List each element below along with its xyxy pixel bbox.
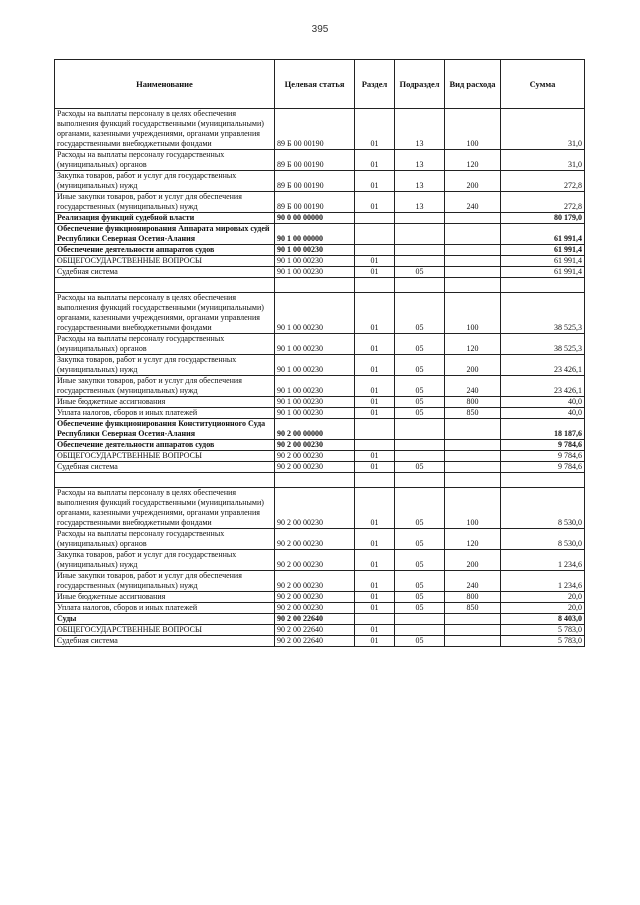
cell-name: Уплата налогов, сборов и иных платежей bbox=[55, 408, 275, 419]
cell-kind: 200 bbox=[445, 171, 501, 192]
cell-name: Иные закупки товаров, работ и услуг для обеспечения государственных (муниципальных) нужд bbox=[55, 192, 275, 213]
table-row bbox=[55, 408, 585, 419]
table-row bbox=[55, 529, 585, 550]
cell-kind: 200 bbox=[445, 355, 501, 376]
cell-name: Иные закупки товаров, работ и услуг для обеспечения государственных (муниципальных) нужд bbox=[55, 376, 275, 397]
cell-kind: 850 bbox=[445, 603, 501, 614]
cell-kind: 120 bbox=[445, 150, 501, 171]
cell-section: 01 bbox=[355, 150, 395, 171]
cell-kind bbox=[445, 440, 501, 451]
table-row bbox=[55, 614, 585, 625]
cell-kind bbox=[445, 614, 501, 625]
cell-name: Иные бюджетные ассигнования bbox=[55, 397, 275, 408]
cell-sum: 61 991,4 bbox=[501, 256, 585, 267]
cell-subsection bbox=[395, 245, 445, 256]
cell-name: Обеспечение функционирования Конституционного Суда Республики Северная Осетия-Алания bbox=[55, 419, 275, 440]
cell-name: Судебная система bbox=[55, 462, 275, 473]
cell-target: 90 2 00 00230 bbox=[275, 529, 355, 550]
spacer-cell bbox=[355, 278, 395, 293]
cell-section: 01 bbox=[355, 355, 395, 376]
cell-kind: 850 bbox=[445, 408, 501, 419]
cell-sum: 9 784,6 bbox=[501, 451, 585, 462]
cell-kind bbox=[445, 451, 501, 462]
cell-kind: 800 bbox=[445, 592, 501, 603]
cell-sum: 8 530,0 bbox=[501, 529, 585, 550]
table-row bbox=[55, 192, 585, 213]
cell-target: 90 2 00 00230 bbox=[275, 603, 355, 614]
header-section: Раздел bbox=[355, 60, 395, 109]
cell-name: Расходы на выплаты персоналу в целях обеспечения выполнения функций государственными (муниципальными) органами, казенными учреждениями, органами управления государственными внебюджетными фондами bbox=[55, 293, 275, 334]
cell-name: Закупка товаров, работ и услуг для государственных (муниципальных) нужд bbox=[55, 550, 275, 571]
cell-section bbox=[355, 419, 395, 440]
budget-table bbox=[54, 59, 585, 647]
cell-section: 01 bbox=[355, 109, 395, 150]
cell-subsection bbox=[395, 256, 445, 267]
cell-sum: 272,8 bbox=[501, 171, 585, 192]
cell-sum: 5 783,0 bbox=[501, 625, 585, 636]
cell-subsection bbox=[395, 213, 445, 224]
cell-kind: 240 bbox=[445, 192, 501, 213]
cell-subsection: 05 bbox=[395, 529, 445, 550]
cell-subsection: 05 bbox=[395, 550, 445, 571]
cell-section: 01 bbox=[355, 550, 395, 571]
cell-name: Иные закупки товаров, работ и услуг для обеспечения государственных (муниципальных) нужд bbox=[55, 571, 275, 592]
cell-section: 01 bbox=[355, 571, 395, 592]
page-number: 395 bbox=[311, 24, 329, 35]
cell-section: 01 bbox=[355, 625, 395, 636]
cell-subsection: 05 bbox=[395, 376, 445, 397]
cell-section: 01 bbox=[355, 636, 395, 647]
cell-name: Расходы на выплаты персоналу государственных (муниципальных) органов bbox=[55, 150, 275, 171]
cell-subsection: 05 bbox=[395, 603, 445, 614]
cell-name: Судебная система bbox=[55, 267, 275, 278]
cell-sum: 8 403,0 bbox=[501, 614, 585, 625]
cell-target: 90 2 00 00230 bbox=[275, 592, 355, 603]
cell-sum: 8 530,0 bbox=[501, 488, 585, 529]
cell-target: 90 2 00 22640 bbox=[275, 625, 355, 636]
table-row bbox=[55, 397, 585, 408]
cell-section: 01 bbox=[355, 451, 395, 462]
cell-target: 90 1 00 00230 bbox=[275, 293, 355, 334]
spacer-row bbox=[55, 278, 585, 293]
cell-section: 01 bbox=[355, 603, 395, 614]
table-row bbox=[55, 224, 585, 245]
header-kind: Вид расхода bbox=[445, 60, 501, 109]
cell-subsection: 05 bbox=[395, 571, 445, 592]
cell-sum: 1 234,6 bbox=[501, 550, 585, 571]
cell-subsection: 05 bbox=[395, 636, 445, 647]
table-row bbox=[55, 293, 585, 334]
cell-subsection: 13 bbox=[395, 192, 445, 213]
cell-kind bbox=[445, 224, 501, 245]
cell-subsection: 05 bbox=[395, 355, 445, 376]
cell-section: 01 bbox=[355, 488, 395, 529]
cell-name: Закупка товаров, работ и услуг для государственных (муниципальных) нужд bbox=[55, 355, 275, 376]
cell-subsection bbox=[395, 419, 445, 440]
cell-target: 90 1 00 00000 bbox=[275, 224, 355, 245]
cell-kind bbox=[445, 213, 501, 224]
spacer-cell bbox=[55, 473, 275, 488]
cell-name: Расходы на выплаты персоналу в целях обеспечения выполнения функций государственными (муниципальными) органами, казенными учреждениями, органами управления государственными внебюджетными фондами bbox=[55, 488, 275, 529]
cell-name: Судебная система bbox=[55, 636, 275, 647]
cell-name: Обеспечение деятельности аппаратов судов bbox=[55, 440, 275, 451]
cell-sum: 38 525,3 bbox=[501, 293, 585, 334]
cell-sum: 61 991,4 bbox=[501, 245, 585, 256]
cell-target: 90 1 00 00230 bbox=[275, 245, 355, 256]
cell-name: Закупка товаров, работ и услуг для государственных (муниципальных) нужд bbox=[55, 171, 275, 192]
cell-section: 01 bbox=[355, 529, 395, 550]
cell-name: Иные бюджетные ассигнования bbox=[55, 592, 275, 603]
cell-subsection: 13 bbox=[395, 150, 445, 171]
cell-kind: 100 bbox=[445, 488, 501, 529]
spacer-cell bbox=[395, 473, 445, 488]
header-name: Наименование bbox=[55, 60, 275, 109]
cell-sum: 9 784,6 bbox=[501, 462, 585, 473]
table-row bbox=[55, 150, 585, 171]
header-subsection: Подраздел bbox=[395, 60, 445, 109]
spacer-cell bbox=[501, 278, 585, 293]
cell-kind: 240 bbox=[445, 571, 501, 592]
cell-sum: 20,0 bbox=[501, 603, 585, 614]
cell-kind: 120 bbox=[445, 334, 501, 355]
table-row bbox=[55, 571, 585, 592]
cell-sum: 23 426,1 bbox=[501, 355, 585, 376]
spacer-cell bbox=[275, 278, 355, 293]
cell-kind bbox=[445, 245, 501, 256]
cell-sum: 1 234,6 bbox=[501, 571, 585, 592]
cell-sum: 61 991,4 bbox=[501, 224, 585, 245]
cell-section: 01 bbox=[355, 267, 395, 278]
cell-kind bbox=[445, 462, 501, 473]
cell-sum: 80 179,0 bbox=[501, 213, 585, 224]
cell-target: 90 2 00 00230 bbox=[275, 451, 355, 462]
cell-target: 90 0 00 00000 bbox=[275, 213, 355, 224]
cell-kind: 800 bbox=[445, 397, 501, 408]
cell-sum: 38 525,3 bbox=[501, 334, 585, 355]
cell-section: 01 bbox=[355, 192, 395, 213]
cell-sum: 31,0 bbox=[501, 150, 585, 171]
cell-name: Расходы на выплаты персоналу государственных (муниципальных) органов bbox=[55, 529, 275, 550]
cell-section: 01 bbox=[355, 334, 395, 355]
cell-subsection: 05 bbox=[395, 462, 445, 473]
header-sum: Сумма bbox=[501, 60, 585, 109]
cell-subsection: 13 bbox=[395, 171, 445, 192]
spacer-cell bbox=[501, 473, 585, 488]
cell-target: 90 2 00 00000 bbox=[275, 419, 355, 440]
cell-name: Обеспечение функционирования Аппарата мировых судей Республики Северная Осетия-Алания bbox=[55, 224, 275, 245]
cell-sum: 272,8 bbox=[501, 192, 585, 213]
cell-section bbox=[355, 614, 395, 625]
cell-section: 01 bbox=[355, 397, 395, 408]
table-row bbox=[55, 592, 585, 603]
cell-kind: 200 bbox=[445, 550, 501, 571]
table-row bbox=[55, 462, 585, 473]
cell-target: 89 Б 00 00190 bbox=[275, 171, 355, 192]
table-row bbox=[55, 440, 585, 451]
cell-target: 90 2 00 00230 bbox=[275, 571, 355, 592]
cell-section bbox=[355, 245, 395, 256]
cell-sum: 20,0 bbox=[501, 592, 585, 603]
cell-subsection bbox=[395, 614, 445, 625]
table-row bbox=[55, 213, 585, 224]
cell-target: 90 2 00 22640 bbox=[275, 636, 355, 647]
cell-section: 01 bbox=[355, 592, 395, 603]
cell-subsection: 13 bbox=[395, 109, 445, 150]
table-row bbox=[55, 245, 585, 256]
cell-section bbox=[355, 213, 395, 224]
table-row bbox=[55, 267, 585, 278]
cell-target: 90 1 00 00230 bbox=[275, 267, 355, 278]
cell-subsection: 05 bbox=[395, 293, 445, 334]
cell-target: 89 Б 00 00190 bbox=[275, 150, 355, 171]
cell-kind bbox=[445, 419, 501, 440]
cell-section: 01 bbox=[355, 256, 395, 267]
cell-name: Суды bbox=[55, 614, 275, 625]
cell-target: 89 Б 00 00190 bbox=[275, 109, 355, 150]
cell-target: 90 2 00 00230 bbox=[275, 462, 355, 473]
cell-sum: 61 991,4 bbox=[501, 267, 585, 278]
spacer-cell bbox=[445, 473, 501, 488]
cell-subsection: 05 bbox=[395, 592, 445, 603]
table-row bbox=[55, 488, 585, 529]
cell-name: Расходы на выплаты персоналу государственных (муниципальных) органов bbox=[55, 334, 275, 355]
table-row bbox=[55, 625, 585, 636]
table-row bbox=[55, 334, 585, 355]
cell-section: 01 bbox=[355, 408, 395, 419]
cell-subsection: 05 bbox=[395, 267, 445, 278]
cell-sum: 40,0 bbox=[501, 397, 585, 408]
cell-kind: 120 bbox=[445, 529, 501, 550]
table-body bbox=[55, 109, 585, 647]
table-header-row bbox=[55, 60, 585, 109]
spacer-cell bbox=[445, 278, 501, 293]
cell-target: 90 1 00 00230 bbox=[275, 355, 355, 376]
cell-sum: 9 784,6 bbox=[501, 440, 585, 451]
cell-section bbox=[355, 224, 395, 245]
cell-target: 90 2 00 00230 bbox=[275, 488, 355, 529]
cell-target: 89 Б 00 00190 bbox=[275, 192, 355, 213]
cell-subsection: 05 bbox=[395, 488, 445, 529]
cell-subsection bbox=[395, 451, 445, 462]
cell-target: 90 2 00 00230 bbox=[275, 550, 355, 571]
cell-name: Обеспечение деятельности аппаратов судов bbox=[55, 245, 275, 256]
cell-name: ОБЩЕГОСУДАРСТВЕННЫЕ ВОПРОСЫ bbox=[55, 451, 275, 462]
cell-name: ОБЩЕГОСУДАРСТВЕННЫЕ ВОПРОСЫ bbox=[55, 625, 275, 636]
spacer-row bbox=[55, 473, 585, 488]
cell-target: 90 1 00 00230 bbox=[275, 256, 355, 267]
cell-subsection bbox=[395, 625, 445, 636]
cell-subsection: 05 bbox=[395, 397, 445, 408]
spacer-cell bbox=[275, 473, 355, 488]
cell-kind: 100 bbox=[445, 109, 501, 150]
cell-name: Уплата налогов, сборов и иных платежей bbox=[55, 603, 275, 614]
table-row bbox=[55, 636, 585, 647]
cell-kind bbox=[445, 636, 501, 647]
cell-kind: 240 bbox=[445, 376, 501, 397]
cell-target: 90 1 00 00230 bbox=[275, 408, 355, 419]
cell-kind bbox=[445, 256, 501, 267]
table-row bbox=[55, 355, 585, 376]
cell-section: 01 bbox=[355, 462, 395, 473]
table-row bbox=[55, 109, 585, 150]
cell-name: Расходы на выплаты персоналу в целях обеспечения выполнения функций государственными (муниципальными) органами, казенными учреждениями, органами управления государственными внебюджетными фондами bbox=[55, 109, 275, 150]
cell-subsection bbox=[395, 440, 445, 451]
cell-section bbox=[355, 440, 395, 451]
cell-name: Реализация функций судебной власти bbox=[55, 213, 275, 224]
table-row bbox=[55, 256, 585, 267]
table-row bbox=[55, 376, 585, 397]
cell-sum: 31,0 bbox=[501, 109, 585, 150]
table-row bbox=[55, 419, 585, 440]
spacer-cell bbox=[355, 473, 395, 488]
table-row bbox=[55, 171, 585, 192]
table-row bbox=[55, 550, 585, 571]
table-row bbox=[55, 451, 585, 462]
cell-section: 01 bbox=[355, 293, 395, 334]
cell-subsection bbox=[395, 224, 445, 245]
spacer-cell bbox=[395, 278, 445, 293]
cell-target: 90 1 00 00230 bbox=[275, 376, 355, 397]
cell-kind: 100 bbox=[445, 293, 501, 334]
cell-name: ОБЩЕГОСУДАРСТВЕННЫЕ ВОПРОСЫ bbox=[55, 256, 275, 267]
cell-sum: 5 783,0 bbox=[501, 636, 585, 647]
header-target: Целевая статья bbox=[275, 60, 355, 109]
cell-sum: 23 426,1 bbox=[501, 376, 585, 397]
table-row bbox=[55, 603, 585, 614]
cell-kind bbox=[445, 267, 501, 278]
cell-section: 01 bbox=[355, 171, 395, 192]
cell-subsection: 05 bbox=[395, 334, 445, 355]
cell-target: 90 1 00 00230 bbox=[275, 334, 355, 355]
cell-sum: 18 187,6 bbox=[501, 419, 585, 440]
cell-sum: 40,0 bbox=[501, 408, 585, 419]
cell-section: 01 bbox=[355, 376, 395, 397]
cell-target: 90 1 00 00230 bbox=[275, 397, 355, 408]
spacer-cell bbox=[55, 278, 275, 293]
cell-subsection: 05 bbox=[395, 408, 445, 419]
cell-target: 90 2 00 22640 bbox=[275, 614, 355, 625]
cell-target: 90 2 00 00230 bbox=[275, 440, 355, 451]
cell-kind bbox=[445, 625, 501, 636]
